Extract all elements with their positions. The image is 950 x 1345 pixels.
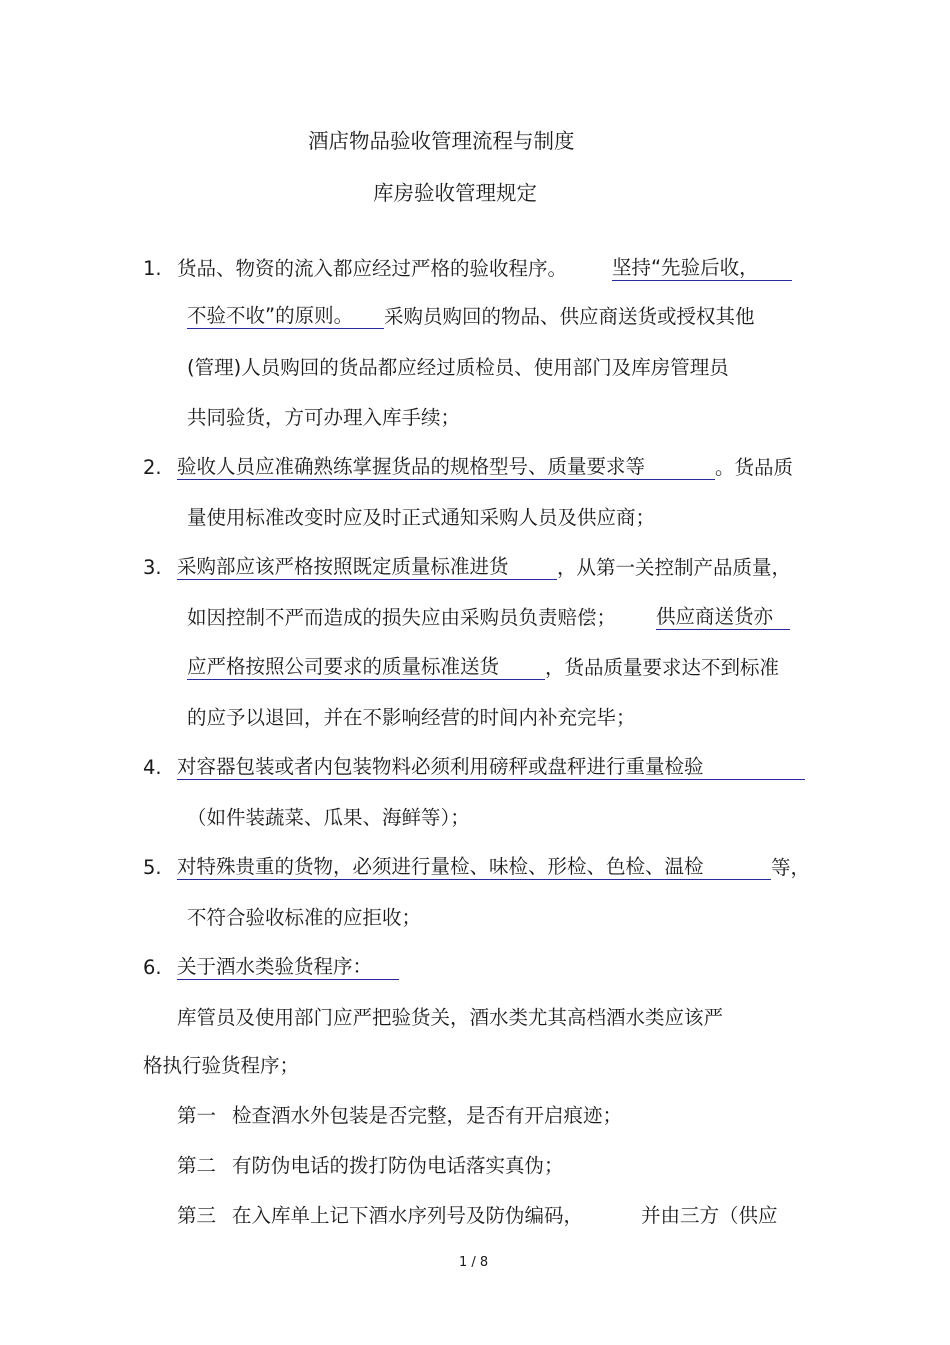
item-1-line-4: 共同验货，方可办理入库手续；	[187, 406, 461, 429]
item-text: ，货品质量要求达不到标准	[545, 656, 780, 679]
list-item-4	[143, 755, 805, 781]
item-text: ，从第一关控制产品质量，	[557, 556, 792, 579]
item-3-line-2	[187, 605, 790, 631]
step-text: 在入库单上记下酒水序列号及防伪编码，	[232, 1204, 584, 1227]
item-2-line-2: 量使用标准改变时应及时正式通知采购人员及供应商；	[187, 506, 656, 529]
item-number: 1.	[143, 257, 162, 280]
underlined-text: 坚持“先验后收，	[612, 256, 792, 281]
item-5-line-2: 不符合验收标准的应拒收；	[187, 906, 422, 929]
underlined-text: 验收人员应准确熟练掌握货品的规格型号、质量要求等	[177, 455, 715, 480]
step-label: 第二	[177, 1154, 217, 1177]
underlined-text: 对容器包装或者内包装物料必须利用磅秤或盘秤进行重量检验	[177, 755, 805, 780]
underlined-text: 采购部应该严格按照既定质量标准进货	[177, 555, 557, 580]
item-6-paragraph-line-2: 格执行验货程序；	[143, 1054, 300, 1077]
step-label: 第一	[177, 1104, 217, 1127]
page-number: 1 / 8	[459, 1255, 489, 1270]
item-text: 采购员购回的物品、供应商送货或授权其他	[384, 305, 755, 328]
underlined-text: 供应商送货亦	[656, 605, 790, 630]
item-text: 等，	[771, 856, 811, 879]
item-text: 。货品质	[715, 456, 794, 479]
item-3-line-3	[187, 655, 779, 681]
list-item-5	[143, 855, 810, 881]
item-number: 4.	[143, 756, 162, 779]
list-item-3	[143, 555, 791, 581]
list-item-2	[143, 455, 793, 481]
document-subtitle: 库房验收管理规定	[373, 181, 537, 205]
item-4-line-2: （如件装蔬菜、瓜果、海鲜等）；	[187, 806, 470, 829]
step-text: 检查酒水外包装是否完整，是否有开启痕迹；	[232, 1104, 623, 1127]
item-number: 5.	[143, 856, 162, 879]
item-1-line-3: (管理)人员购回的货品都应经过质检员、使用部门及库房管理员	[187, 356, 729, 379]
step-label: 第三	[177, 1204, 217, 1227]
underlined-text: 不验不收”的原则。	[187, 304, 384, 329]
step-text-continued: 并由三方（供应	[641, 1204, 778, 1227]
underlined-text: 关于酒水类验货程序：	[177, 955, 399, 980]
item-number: 6.	[143, 956, 162, 979]
item-6-paragraph-line-1: 库管员及使用部门应严把验货关，酒水类尤其高档酒水类应该严	[177, 1006, 724, 1029]
step-2	[177, 1153, 564, 1179]
list-item-6	[143, 955, 399, 981]
item-text: 如因控制不严而造成的损失应由采购员负责赔偿；	[187, 606, 617, 629]
step-1	[177, 1103, 622, 1129]
underlined-text: 对特殊贵重的货物，必须进行量检、味检、形检、色检、温检	[177, 855, 771, 880]
step-3	[177, 1203, 778, 1229]
document-title: 酒店物品验收管理流程与制度	[308, 129, 575, 153]
item-1-line-2	[187, 304, 755, 330]
item-3-line-4: 的应予以退回，并在不影响经营的时间内补充完毕；	[187, 706, 636, 729]
item-number: 2.	[143, 456, 162, 479]
underlined-text: 应严格按照公司要求的质量标准送货	[187, 655, 545, 680]
list-item-1	[143, 256, 792, 282]
step-text: 有防伪电话的拨打防伪电话落实真伪；	[232, 1154, 564, 1177]
item-text: 货品、物资的流入都应经过严格的验收程序。	[177, 257, 568, 280]
item-number: 3.	[143, 556, 162, 579]
